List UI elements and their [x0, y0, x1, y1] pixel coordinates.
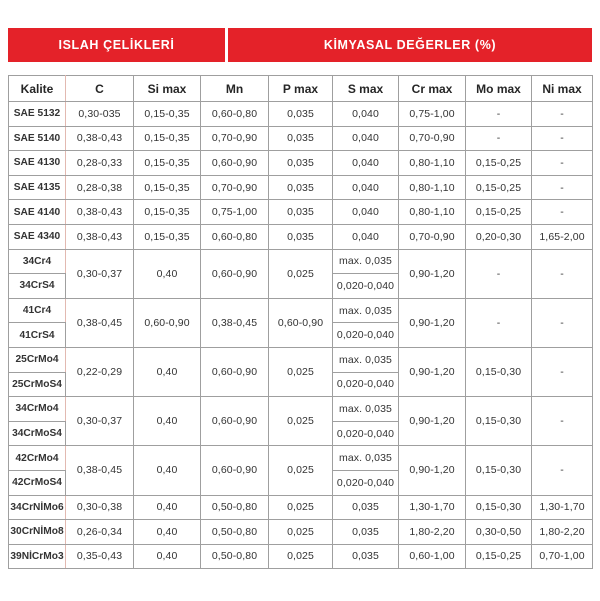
- grade-cell: SAE 4140: [9, 200, 66, 225]
- table-row: [9, 298, 593, 323]
- column-header-mo: Mo max: [466, 76, 532, 102]
- table-row: [9, 544, 593, 569]
- table-row: [9, 200, 593, 225]
- value-cell: 0,035: [333, 495, 399, 520]
- value-cell: 0,15-0,35: [134, 102, 201, 127]
- value-cell: 0,040: [333, 126, 399, 151]
- value-cell: 0,15-0,35: [134, 224, 201, 249]
- table-row: [9, 102, 593, 127]
- value-cell: 1,80-2,20: [399, 520, 466, 545]
- value-cell: 0,15-0,30: [466, 397, 532, 446]
- value-cell: -: [532, 347, 593, 396]
- value-cell: 0,38-0,43: [66, 224, 134, 249]
- value-cell: -: [532, 249, 593, 298]
- grade-cell: 25CrMoS4: [9, 372, 66, 397]
- value-cell: 0,035: [333, 544, 399, 569]
- value-cell: 0,38-0,45: [66, 446, 134, 495]
- value-cell: -: [532, 397, 593, 446]
- value-cell: 0,035: [269, 102, 333, 127]
- value-cell: 0,80-1,10: [399, 175, 466, 200]
- value-cell: 0,025: [269, 446, 333, 495]
- value-cell: 0,020-0,040: [333, 372, 399, 397]
- value-cell: 0,025: [269, 347, 333, 396]
- value-cell: 0,40: [134, 446, 201, 495]
- grade-cell: 34CrNİMo6: [9, 495, 66, 520]
- value-cell: 0,15-0,35: [134, 175, 201, 200]
- value-cell: 0,15-0,35: [134, 126, 201, 151]
- table-row: [9, 224, 593, 249]
- grade-cell: SAE 4135: [9, 175, 66, 200]
- header-row: [9, 76, 593, 102]
- value-cell: 0,15-0,30: [466, 347, 532, 396]
- value-cell: 0,60-0,90: [201, 347, 269, 396]
- value-cell: 0,60-0,90: [201, 151, 269, 176]
- grade-cell: 39NİCrMo3: [9, 544, 66, 569]
- value-cell: max. 0,035: [333, 298, 399, 323]
- value-cell: 0,020-0,040: [333, 470, 399, 495]
- value-cell: 0,90-1,20: [399, 397, 466, 446]
- table-row: [9, 151, 593, 176]
- value-cell: 0,90-1,20: [399, 446, 466, 495]
- value-cell: 0,30-035: [66, 102, 134, 127]
- value-cell: 0,35-0,43: [66, 544, 134, 569]
- value-cell: 0,40: [134, 397, 201, 446]
- value-cell: 0,80-1,10: [399, 200, 466, 225]
- value-cell: 0,020-0,040: [333, 323, 399, 348]
- value-cell: 0,22-0,29: [66, 347, 134, 396]
- value-cell: 0,50-0,80: [201, 520, 269, 545]
- value-cell: 0,025: [269, 495, 333, 520]
- value-cell: 0,60-0,90: [269, 298, 333, 347]
- value-cell: 0,040: [333, 175, 399, 200]
- table-row: [9, 520, 593, 545]
- value-cell: -: [532, 175, 593, 200]
- value-cell: 0,035: [269, 175, 333, 200]
- value-cell: 0,035: [269, 126, 333, 151]
- value-cell: 0,035: [269, 151, 333, 176]
- value-cell: -: [532, 200, 593, 225]
- value-cell: 1,80-2,20: [532, 520, 593, 545]
- value-cell: 0,025: [269, 544, 333, 569]
- value-cell: 0,70-0,90: [399, 224, 466, 249]
- value-cell: 0,38-0,45: [201, 298, 269, 347]
- value-cell: 0,70-0,90: [399, 126, 466, 151]
- table-row: [9, 249, 593, 274]
- value-cell: 0,20-0,30: [466, 224, 532, 249]
- column-header-si: Si max: [134, 76, 201, 102]
- value-cell: 0,38-0,43: [66, 126, 134, 151]
- value-cell: 0,035: [269, 200, 333, 225]
- value-cell: -: [532, 151, 593, 176]
- table-row: [9, 126, 593, 151]
- section-title-kimyasal-degerler: KİMYASAL DEĞERLER (%): [228, 28, 592, 62]
- value-cell: 0,26-0,34: [66, 520, 134, 545]
- value-cell: 0,15-0,35: [134, 200, 201, 225]
- grade-cell: 34Cr4: [9, 249, 66, 274]
- value-cell: 0,020-0,040: [333, 274, 399, 299]
- value-cell: 0,040: [333, 200, 399, 225]
- value-cell: max. 0,035: [333, 347, 399, 372]
- value-cell: 0,80-1,10: [399, 151, 466, 176]
- grade-cell: 41CrS4: [9, 323, 66, 348]
- value-cell: 0,30-0,37: [66, 397, 134, 446]
- grade-cell: SAE 5132: [9, 102, 66, 127]
- grade-cell: 30CrNİMo8: [9, 520, 66, 545]
- value-cell: -: [466, 126, 532, 151]
- value-cell: 0,020-0,040: [333, 421, 399, 446]
- value-cell: 0,025: [269, 520, 333, 545]
- grade-cell: 34CrS4: [9, 274, 66, 299]
- grade-cell: SAE 5140: [9, 126, 66, 151]
- value-cell: -: [532, 102, 593, 127]
- value-cell: 0,040: [333, 224, 399, 249]
- value-cell: 0,30-0,37: [66, 249, 134, 298]
- value-cell: 0,90-1,20: [399, 347, 466, 396]
- value-cell: 0,60-0,90: [201, 446, 269, 495]
- value-cell: 0,50-0,80: [201, 544, 269, 569]
- value-cell: 0,90-1,20: [399, 298, 466, 347]
- title-bar: [8, 28, 592, 62]
- value-cell: -: [466, 249, 532, 298]
- value-cell: 0,60-0,90: [201, 249, 269, 298]
- value-cell: 0,035: [333, 520, 399, 545]
- column-header-cr: Cr max: [399, 76, 466, 102]
- value-cell: 0,15-0,35: [134, 151, 201, 176]
- value-cell: 0,60-1,00: [399, 544, 466, 569]
- value-cell: 0,50-0,80: [201, 495, 269, 520]
- value-cell: 0,040: [333, 102, 399, 127]
- table-row: [9, 175, 593, 200]
- value-cell: -: [532, 298, 593, 347]
- value-cell: 1,65-2,00: [532, 224, 593, 249]
- value-cell: 0,28-0,38: [66, 175, 134, 200]
- value-cell: 0,30-0,50: [466, 520, 532, 545]
- value-cell: max. 0,035: [333, 446, 399, 471]
- value-cell: -: [532, 126, 593, 151]
- value-cell: 0,025: [269, 397, 333, 446]
- grade-cell: 25CrMo4: [9, 347, 66, 372]
- column-header-c: C: [66, 76, 134, 102]
- value-cell: 0,40: [134, 495, 201, 520]
- value-cell: max. 0,035: [333, 397, 399, 422]
- section-title-islah-celikleri: ISLAH ÇELİKLERİ: [8, 28, 225, 62]
- value-cell: 0,60-0,80: [201, 224, 269, 249]
- value-cell: max. 0,035: [333, 249, 399, 274]
- value-cell: 0,40: [134, 520, 201, 545]
- value-cell: 0,60-0,90: [201, 397, 269, 446]
- value-cell: 0,035: [269, 224, 333, 249]
- column-header-p: P max: [269, 76, 333, 102]
- value-cell: 0,90-1,20: [399, 249, 466, 298]
- value-cell: 0,38-0,45: [66, 298, 134, 347]
- value-cell: 0,40: [134, 544, 201, 569]
- column-header-kalite: Kalite: [9, 76, 66, 102]
- value-cell: 0,15-0,25: [466, 200, 532, 225]
- grade-cell: 34CrMoS4: [9, 421, 66, 446]
- value-cell: 0,38-0,43: [66, 200, 134, 225]
- grade-cell: SAE 4130: [9, 151, 66, 176]
- value-cell: 1,30-1,70: [399, 495, 466, 520]
- value-cell: 0,15-0,25: [466, 175, 532, 200]
- value-cell: 0,60-0,90: [134, 298, 201, 347]
- value-cell: 0,40: [134, 347, 201, 396]
- value-cell: 0,040: [333, 151, 399, 176]
- table-row: [9, 397, 593, 422]
- column-header-ni: Ni max: [532, 76, 593, 102]
- value-cell: 0,75-1,00: [399, 102, 466, 127]
- table-row: [9, 446, 593, 471]
- value-cell: 0,30-0,38: [66, 495, 134, 520]
- grade-cell: 42CrMo4: [9, 446, 66, 471]
- column-header-s: S max: [333, 76, 399, 102]
- value-cell: 0,75-1,00: [201, 200, 269, 225]
- value-cell: 0,025: [269, 249, 333, 298]
- grade-cell: 34CrMo4: [9, 397, 66, 422]
- steel-grades-table: [8, 75, 593, 569]
- column-header-mn: Mn: [201, 76, 269, 102]
- value-cell: 0,70-1,00: [532, 544, 593, 569]
- value-cell: 0,70-0,90: [201, 175, 269, 200]
- value-cell: 1,30-1,70: [532, 495, 593, 520]
- value-cell: -: [532, 446, 593, 495]
- table-row: [9, 495, 593, 520]
- value-cell: 0,70-0,90: [201, 126, 269, 151]
- value-cell: -: [466, 102, 532, 127]
- value-cell: 0,28-0,33: [66, 151, 134, 176]
- grade-cell: SAE 4340: [9, 224, 66, 249]
- value-cell: 0,15-0,30: [466, 495, 532, 520]
- value-cell: 0,40: [134, 249, 201, 298]
- table-body: [9, 102, 593, 569]
- grade-cell: 41Cr4: [9, 298, 66, 323]
- value-cell: 0,15-0,25: [466, 151, 532, 176]
- value-cell: -: [466, 298, 532, 347]
- value-cell: 0,15-0,25: [466, 544, 532, 569]
- grade-cell: 42CrMoS4: [9, 470, 66, 495]
- value-cell: 0,15-0,30: [466, 446, 532, 495]
- table-row: [9, 347, 593, 372]
- value-cell: 0,60-0,80: [201, 102, 269, 127]
